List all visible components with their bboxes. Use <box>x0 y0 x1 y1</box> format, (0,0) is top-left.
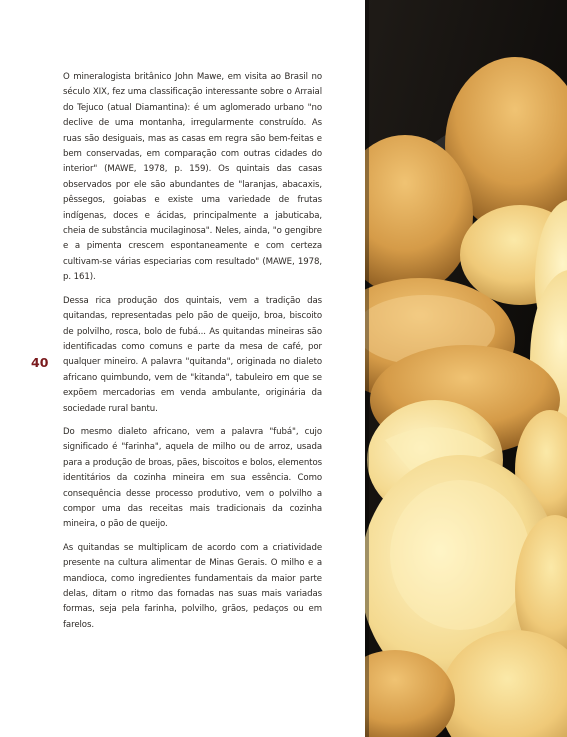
paragraph-3: Do mesmo dialeto africano, vem a palavra "fubá", cujo significado é "farinha", aquela de milho ou de arroz, usada para a produção de broas, pães, biscoitos e bolos, elementos identitários da cozinha mineira em sua essência. Como consequência desse processo produtivo, vem o polvilho a compor uma das receitas mais tradicionais da cozinha mineira, o pão de queijo. <box>63 426 322 530</box>
body-text <box>63 70 322 641</box>
page-number: 40 <box>31 355 49 370</box>
paragraph-4: As quitandas se multiplicam de acordo com a criatividade presente na cultura alimentar de Minas Gerais. O milho e a mandioca, como ingredientes fundamentais da maior parte delas, ditam o ritmo das fornadas nas suas mais variadas formas, seja pela farinha, polvilho, grãos, pedaços ou em farelos. <box>63 542 322 630</box>
paragraph-2: Dessa rica produção dos quintais, vem a tradição das quitandas, representadas pelo pão de queijo, broa, biscoito de polvilho, rosca, bolo de fubá... As quitandas mineiras são identificadas como comuns e parte da mesa de café, por qualquer mineiro. A palavra "quitanda", originada no dialeto africano quimbundo, vem de "kitanda", tabuleiro em que se expõem mercadorias em venda ambulante, originária da sociedade rural bantu. <box>63 295 322 414</box>
cheese-bread-photo <box>365 0 567 737</box>
paragraph-1: O mineralogista britânico John Mawe, em visita ao Brasil no século XIX, fez uma classificação interessante sobre o Arraial do Tejuco (atual Diamantina): é um aglomerado urbano "no declive de uma montanha, irregularmente construído. As ruas são desiguais, mas as casas em regra são bem-feitas e bem conservadas, em comparação com outras cidades do interior" (MAWE, 1978, p. 159). Os quintais das casas observados por ele são abundantes de "laranjas, abacaxis, pêssegos, goiabas e existe uma variedade de frutas indígenas, doces e ácidas, principalmente a jabuticaba, cheia de substância mucilaginosa". Neles, ainda, "o gengibre e a pimenta crescem espontaneamente e com certeza cultivam-se várias especiarias com resultado" (MAWE, 1978, p. 161). <box>63 72 322 283</box>
